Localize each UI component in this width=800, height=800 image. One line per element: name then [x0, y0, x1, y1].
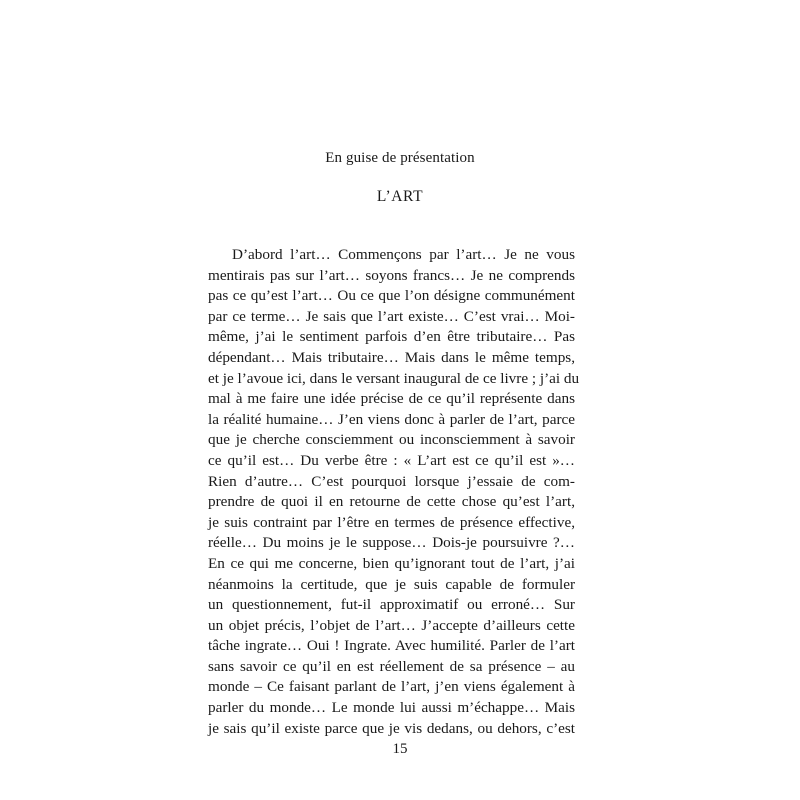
text-line: même, j’ai le sentiment parfois d’en être tributaire… Pas	[208, 328, 575, 346]
page-number: 15	[392, 741, 408, 757]
text-line: que je cherche consciemment ou inconsciemment à savoir	[208, 431, 575, 449]
text-line: monde – Ce faisant parlant de l’art, j’en viens également à	[208, 678, 575, 696]
text-line: et je l’avoue ici, dans le versant inaugural de ce livre ; j’ai du	[208, 369, 580, 387]
section-subtitle: En guise de présentation	[325, 150, 475, 166]
text-line: je sais qu’il existe parce que je vis dedans, ou dehors, c’est	[208, 719, 575, 737]
chapter-title: L’ART	[376, 188, 424, 205]
text-line: mentirais pas sur l’art… soyons francs… Je ne comprends	[208, 266, 575, 284]
text-line: D’abord l’art… Commençons par l’art… Je ne vous	[232, 246, 575, 263]
text-line: tâche ingrate… Oui ! Ingrate. Avec humilité. Parler de l’art	[208, 637, 575, 655]
text-line: Rien d’autre… C’est pourquoi lorsque j’essaie de com-	[208, 472, 575, 490]
text-line: néanmoins la certitude, que je suis capable de formuler	[208, 575, 575, 593]
text-line: dépendant… Mais tributaire… Mais dans le même temps,	[208, 348, 575, 366]
text-line: réelle… Du moins je le suppose… Dois-je poursuivre ?…	[208, 534, 575, 552]
text-line: sans savoir ce qu’il en est réellement de sa présence – au	[208, 657, 575, 675]
text-line: mal à me faire une idée précise de ce qu’il représente dans	[208, 390, 575, 408]
text-line: pas ce qu’est l’art… Ou ce que l’on désigne communément	[208, 287, 575, 305]
text-line: ce qu’il est… Du verbe être : « L’art est ce qu’il est »…	[208, 451, 575, 469]
text-line: je suis contraint par l’être en termes de présence effective,	[208, 513, 575, 531]
body-paragraph	[208, 245, 580, 739]
text-line: la réalité humaine… J’en viens donc à parler de l’art, parce	[208, 410, 575, 428]
text-line: un objet précis, l’objet de l’art… J’accepte d’ailleurs cette	[208, 616, 575, 634]
text-line: prendre de quoi il en retourne de cette chose qu’est l’art,	[208, 493, 575, 511]
text-line: par ce terme… Je sais que l’art existe… C’est vrai… Moi-	[208, 307, 575, 325]
text-line: En ce qui me concerne, bien qu’ignorant tout de l’art, j’ai	[208, 554, 575, 572]
text-line: un questionnement, fut-il approximatif ou erroné… Sur	[208, 596, 575, 614]
text-line: parler du monde… Le monde lui aussi m’échappe… Mais	[208, 699, 575, 717]
